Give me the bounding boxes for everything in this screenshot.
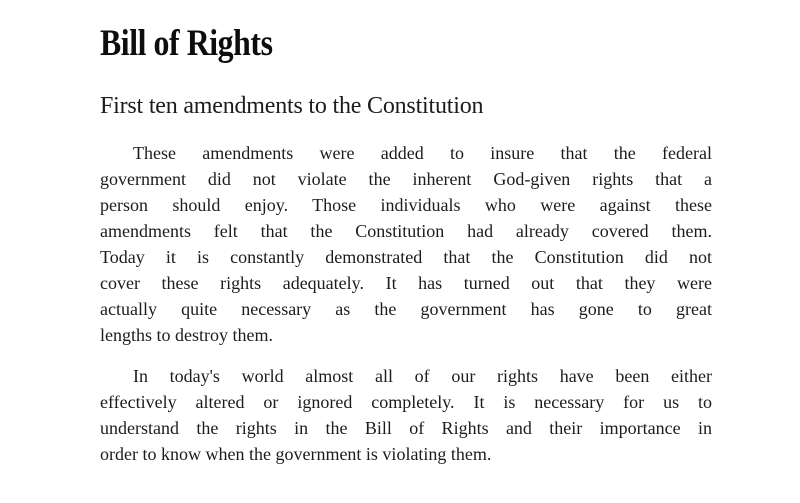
paragraph-1-line-3: person should enjoy. Those individuals who were against these [100,195,712,215]
paragraph-2-line-1: In today's world almost all of our rights have been either [133,366,712,386]
paragraph-1-line-2: government did not violate the inherent God-given rights that a [100,169,712,189]
paragraph-1 [100,140,712,348]
paragraph-2-line-3: understand the rights in the Bill of Rights and their importance in [100,418,712,438]
paragraph-2-line-2: effectively altered or ignored completely. It is necessary for us to [100,392,712,412]
paragraph-1-line-1: These amendments were added to insure that the federal [133,143,712,163]
paragraph-1-line-4: amendments felt that the Constitution had already covered them. [100,221,712,241]
document-subtitle: First ten amendments to the Constitution [100,93,484,119]
paragraph-2 [100,363,712,467]
document-content [100,0,712,467]
page-title: Bill of Rights [100,23,273,64]
paragraph-1-line-8: lengths to destroy them. [100,325,273,345]
paragraph-1-line-5: Today it is constantly demonstrated that the Constitution did not [100,247,712,267]
paragraph-1-line-6: cover these rights adequately. It has turned out that they were [100,273,712,293]
paragraph-1-line-7: actually quite necessary as the government has gone to great [100,299,712,319]
paragraph-2-line-4: order to know when the government is violating them. [100,444,492,464]
